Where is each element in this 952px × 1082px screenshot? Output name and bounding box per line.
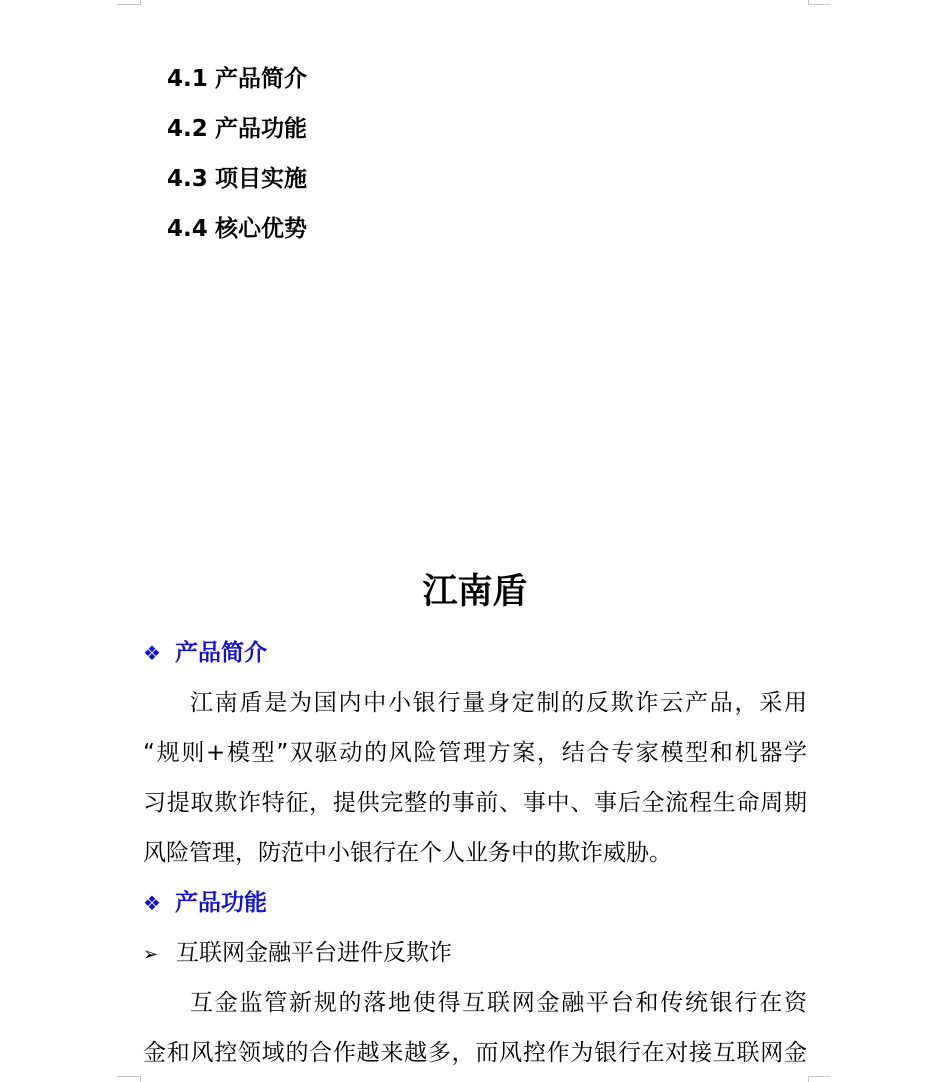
toc-entry-4-4[interactable] [167,214,307,244]
document-title: 江南盾 [422,572,528,612]
toc-number: 4.3 [167,166,208,192]
page-corner-mark-top-left [118,0,141,5]
section-heading-text: 产品简介 [175,640,267,666]
diamond-bullet-icon: ❖ [143,891,161,915]
page-corner-mark-bottom-left [118,1076,141,1082]
toc-title: 项目实施 [215,166,307,192]
page-corner-mark-bottom-right [808,1076,831,1082]
toc-number: 4.4 [167,216,208,242]
paragraph-line: 风险管理，防范中小银行在个人业务中的欺诈威胁。 [143,840,672,866]
paragraph-line: “规则+模型”双驱动的风险管理方案，结合专家模型和机器学 [143,740,807,766]
toc-title: 产品功能 [215,116,307,142]
bullet-text: 互联网金融平台进件反欺诈 [176,940,452,966]
section-heading-intro [143,637,267,669]
arrow-bullet-icon: ➢ [143,944,159,965]
toc-number: 4.2 [167,116,208,142]
features-paragraph [143,978,807,1078]
toc-entry-4-2[interactable] [167,114,307,144]
intro-paragraph [143,678,807,878]
toc-entry-4-1[interactable] [167,64,307,94]
section-heading-text: 产品功能 [175,890,267,916]
paragraph-line: 金和风控领域的合作越来越多，而风控作为银行在对接互联网金 [143,1040,807,1066]
paragraph-line: 江南盾是为国内中小银行量身定制的反欺诈云产品，采用 [190,690,807,716]
toc-number: 4.1 [167,66,208,92]
paragraph-line: 习提取欺诈特征，提供完整的事前、事中、事后全流程生命周期 [143,790,807,816]
paragraph-line: 互金监管新规的落地使得互联网金融平台和传统银行在资 [190,990,807,1016]
diamond-bullet-icon: ❖ [143,641,161,665]
toc-title: 核心优势 [215,216,307,242]
page-corner-mark-top-right [808,0,831,5]
feature-bullet-item [143,937,452,969]
section-heading-features [143,887,267,919]
toc-title: 产品简介 [215,66,307,92]
toc-entry-4-3[interactable] [167,164,307,194]
